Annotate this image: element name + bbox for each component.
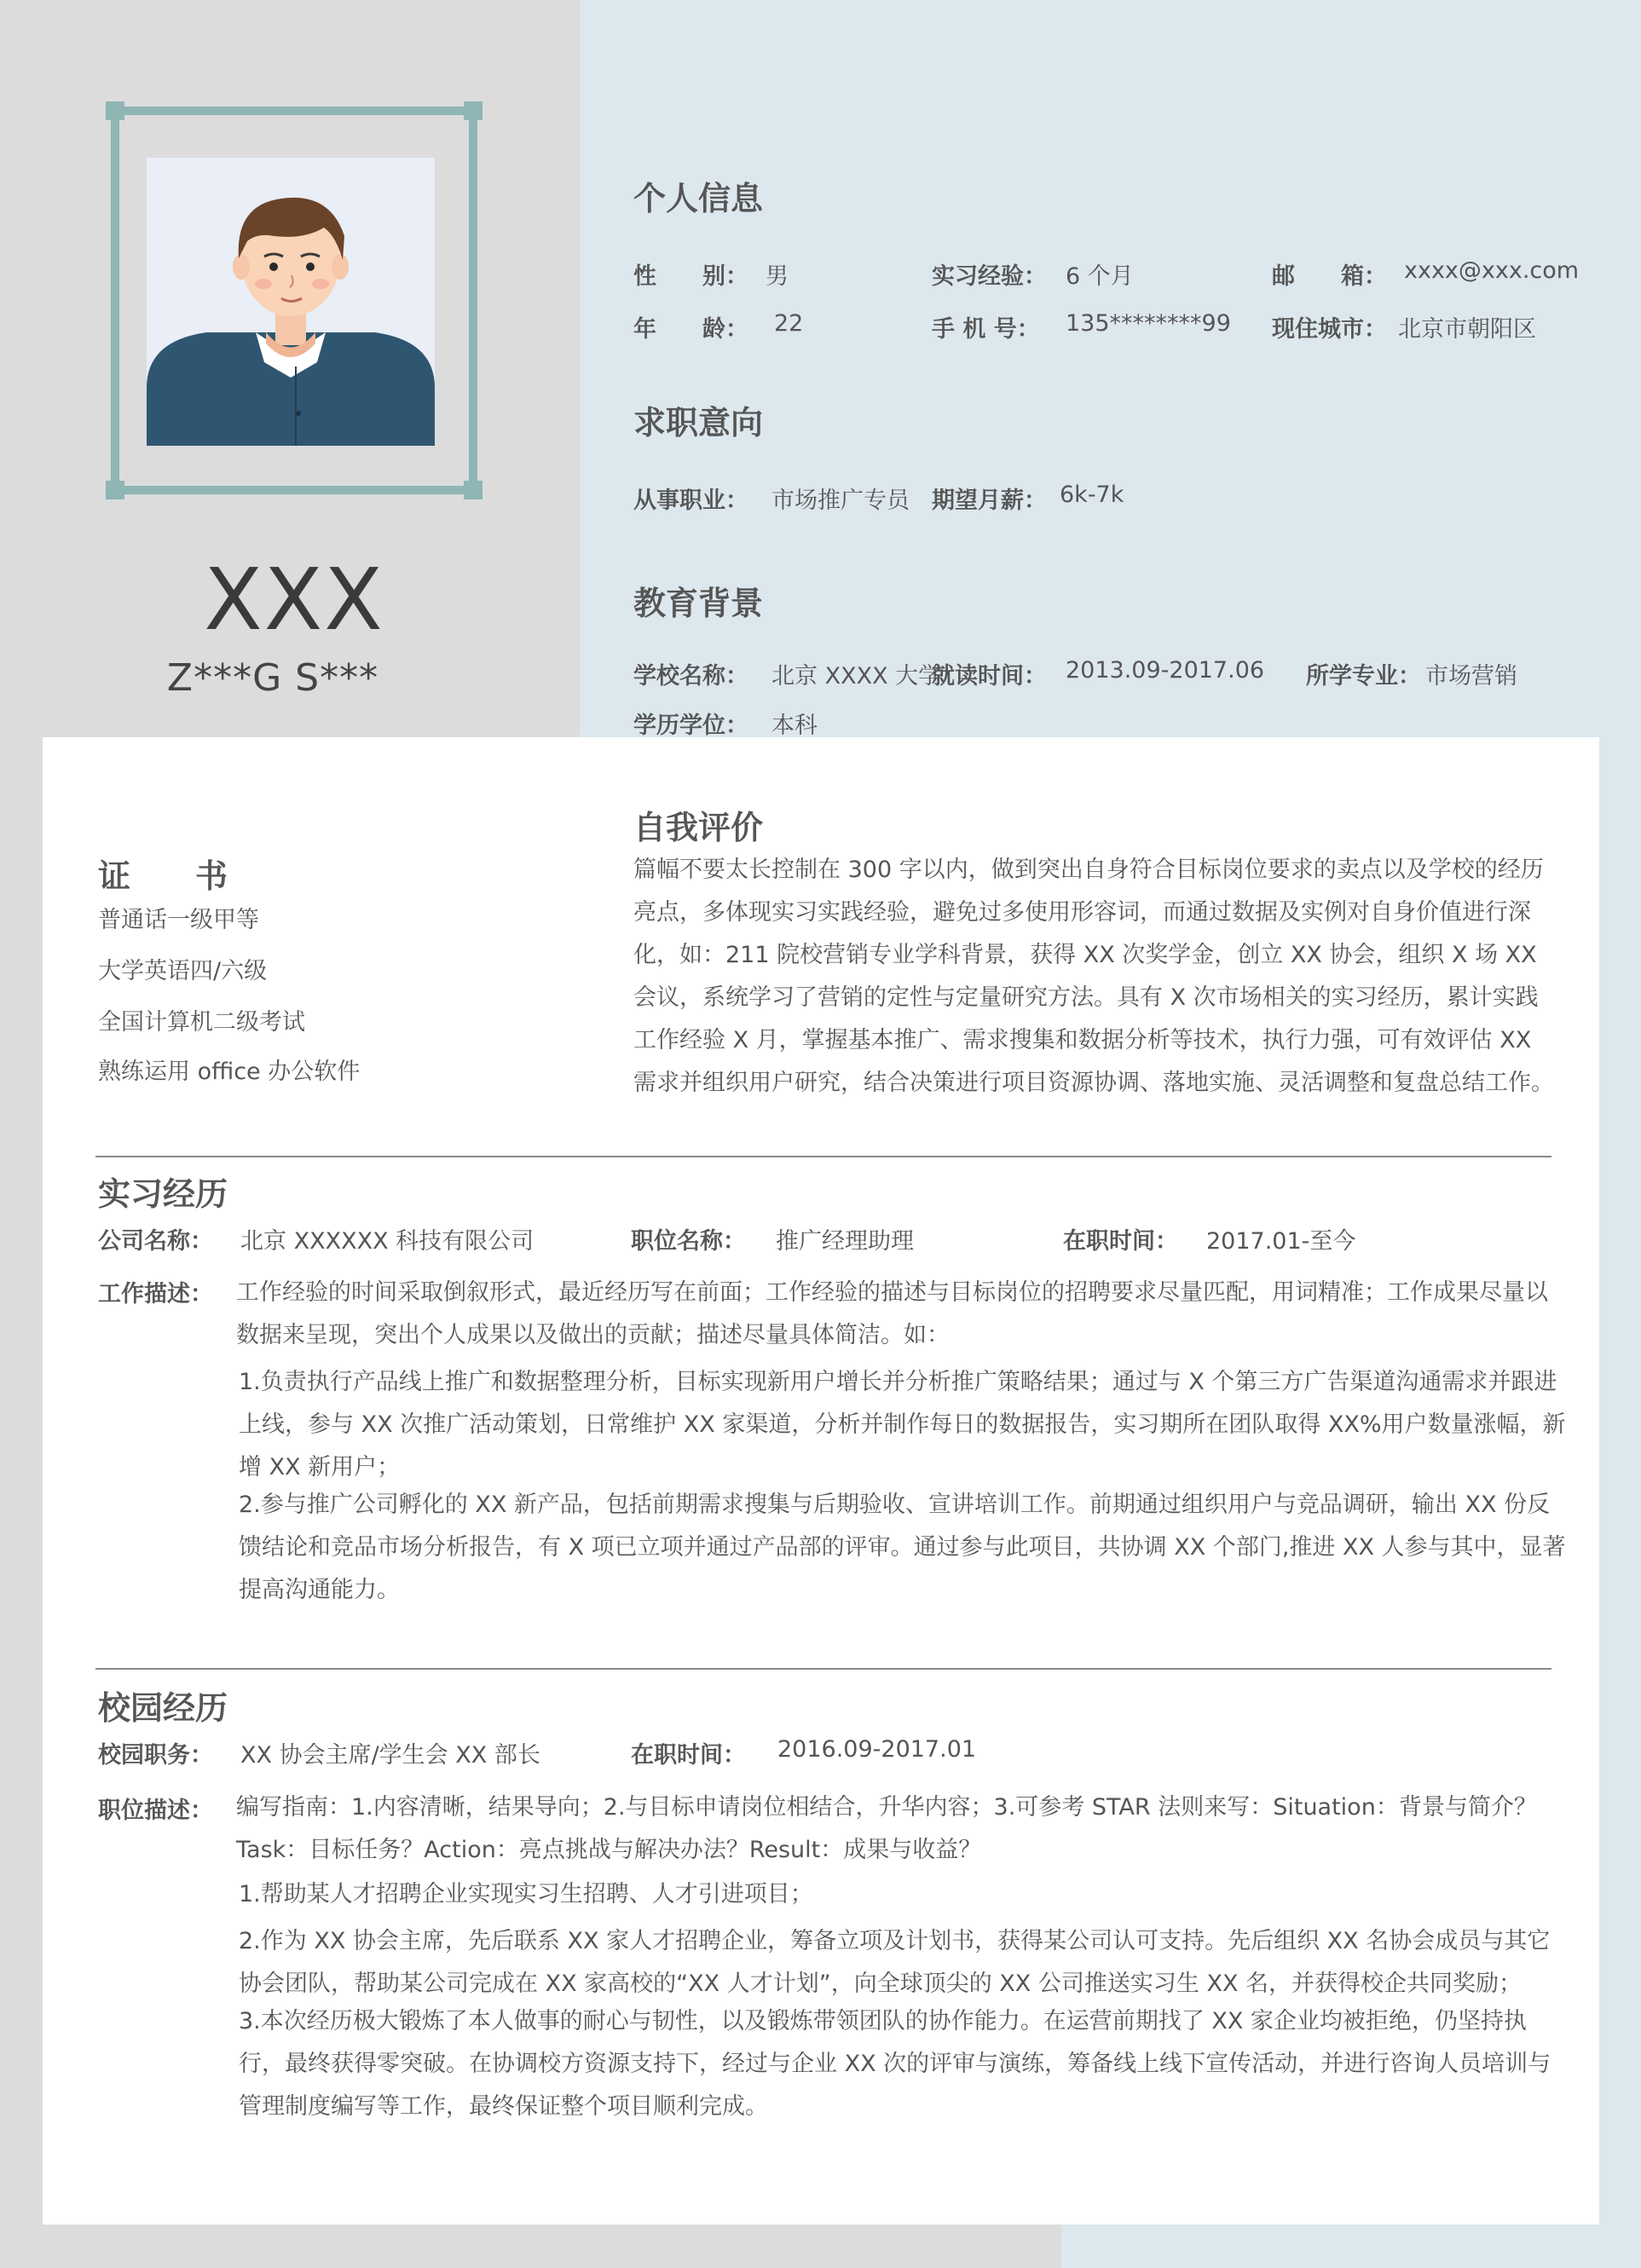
job-label: 从事职业： bbox=[633, 488, 748, 514]
description-line: 馈结论和竞品市场分析报告，有 X 项已立项并通过产品部的评审。通过参与此项目，共协调 XX 个部门,推进 XX 人参与其中，显著 bbox=[239, 1534, 1566, 1561]
gender-label: 性 别： bbox=[633, 263, 748, 290]
salary-label: 期望月薪： bbox=[932, 488, 1047, 514]
self-evaluation-text bbox=[633, 849, 1554, 1105]
frame-corner bbox=[106, 481, 124, 499]
city-value: 北京市朝阳区 bbox=[1398, 316, 1536, 343]
internship-item-1 bbox=[239, 1361, 1566, 1489]
major-label: 所学专业： bbox=[1306, 663, 1421, 690]
job-value: 市场推广专员 bbox=[771, 488, 910, 514]
email-label: 邮 箱： bbox=[1272, 263, 1387, 290]
avatar-illustration bbox=[147, 158, 435, 446]
description-line: 工作经验的时间采取倒叙形式，最近经历写在前面；工作经验的描述与目标岗位的招聘要求尽量匹配，用词精准；工作成果尽量以 bbox=[236, 1279, 1548, 1306]
avatar bbox=[147, 158, 435, 446]
campus-role-label: 校园职务： bbox=[98, 1742, 213, 1769]
degree-value: 本科 bbox=[771, 713, 818, 739]
campus-title: 校园经历 bbox=[98, 1689, 228, 1727]
self-evaluation-line: 需求并组织用户研究，结合决策进行项目资源协调、落地实施、灵活调整和复盘总结工作。 bbox=[633, 1070, 1554, 1096]
self-evaluation-title: 自我评价 bbox=[633, 809, 764, 846]
description-line: 2.作为 XX 协会主席，先后联系 XX 家人才招聘企业，筹备立项及计划书，获得某公司认可支持。先后组织 XX 名协会成员与其它 bbox=[239, 1928, 1551, 1954]
company-value: 北京 XXXXXX 科技有限公司 bbox=[240, 1228, 534, 1255]
position-value: 推广经理助理 bbox=[776, 1228, 914, 1255]
description-line: 管理制度编写等工作，最终保证整个项目顺利完成。 bbox=[239, 2093, 768, 2120]
school-value: 北京 XXXX 大学 bbox=[771, 663, 942, 690]
description-line: 增 XX 新用户； bbox=[239, 1454, 401, 1480]
age-value: 22 bbox=[774, 310, 804, 337]
campus-item-1 bbox=[239, 1873, 813, 1916]
self-evaluation-line: 会议，系统学习了营销的定性与定量研究方法。具有 X 次市场相关的实习经历，累计实践 bbox=[633, 984, 1539, 1011]
job-intent-title: 求职意向 bbox=[633, 404, 764, 441]
description-line: 上线，参与 XX 次推广活动策划，日常维护 XX 家渠道，分析并制作每日的数据报告，实习期所在团队取得 XX%用户数量涨幅，新 bbox=[239, 1411, 1566, 1438]
description-line: 行，最终获得零突破。在协调校方资源支持下，经过与企业 XX 次的评审与演练，筹备线上线下宣传活动，并进行咨询人员培训与 bbox=[239, 2051, 1551, 2077]
experience-label: 实习经验： bbox=[932, 263, 1047, 290]
phone-label: 手 机 号： bbox=[932, 316, 1040, 343]
description-line: 1.负责执行产品线上推广和数据整理分析，目标实现新用户增长并分析推广策略结果；通过与 X 个第三方广告渠道沟通需求并跟进 bbox=[239, 1369, 1557, 1395]
city-label: 现住城市： bbox=[1272, 316, 1387, 343]
email-value: xxxx@xxx.com bbox=[1404, 257, 1580, 284]
internship-title: 实习经历 bbox=[98, 1175, 228, 1213]
self-evaluation-line: 化，如：211 院校营销专业学科背景，获得 XX 次奖学金，创立 XX 协会，组织 X 场 XX bbox=[633, 942, 1537, 968]
work-description-text bbox=[236, 1272, 1548, 1357]
study-time-value: 2013.09-2017.06 bbox=[1066, 657, 1265, 684]
study-time-label: 就读时间： bbox=[932, 663, 1047, 690]
footer-left-background bbox=[0, 2225, 1061, 2268]
description-line: 数据来呈现，突出个人成果以及做出的贡献；描述尽量具体简洁。如： bbox=[236, 1322, 950, 1348]
salary-value: 6k-7k bbox=[1060, 482, 1124, 508]
degree-label: 学历学位： bbox=[633, 713, 748, 739]
description-line: 2.参与推广公司孵化的 XX 新产品，包括前期需求搜集与后期验收、宣讲培训工作。前期通过组织用户与竞品调研，输出 XX 份反 bbox=[239, 1492, 1551, 1518]
description-line: Task：目标任务？Action：亮点挑战与解决办法？Result：成果与收益？ bbox=[236, 1837, 982, 1863]
campus-time-label: 在职时间： bbox=[631, 1742, 746, 1769]
section-divider bbox=[95, 1156, 1551, 1157]
personal-info-title: 个人信息 bbox=[633, 180, 764, 217]
position-description-text bbox=[236, 1786, 1537, 1872]
frame-corner bbox=[464, 481, 482, 499]
campus-time-value: 2016.09-2017.01 bbox=[777, 1736, 977, 1763]
education-title: 教育背景 bbox=[633, 585, 764, 622]
profile-name: XXX bbox=[204, 550, 384, 649]
position-description-label: 职位描述： bbox=[98, 1798, 213, 1824]
header-right-background bbox=[580, 0, 1641, 742]
description-line: 3.本次经历极大锻炼了本人做事的耐心与韧性，以及锻炼带领团队的协作能力。在运营前期找了 XX 家企业均被拒绝，仍坚持执 bbox=[239, 2008, 1527, 2034]
phone-value: 135********99 bbox=[1066, 310, 1231, 337]
description-line: 协会团队，帮助某公司完成在 XX 家高校的“XX 人才计划”，向全球顶尖的 XX 公司推送实习生 XX 名，并获得校企共同奖励； bbox=[239, 1971, 1523, 1997]
major-value: 市场营销 bbox=[1425, 663, 1517, 690]
profile-pinyin: Z***G S*** bbox=[166, 656, 379, 700]
section-divider bbox=[95, 1668, 1551, 1670]
certificate-item: 全国计算机二级考试 bbox=[98, 1009, 305, 1036]
frame-corner bbox=[106, 101, 124, 120]
self-evaluation-line: 工作经验 X 月，掌握基本推广、需求搜集和数据分析等技术，执行力强，可有效评估 XX bbox=[633, 1027, 1532, 1053]
description-line: 提高沟通能力。 bbox=[239, 1577, 400, 1603]
campus-role-value: XX 协会主席/学生会 XX 部长 bbox=[240, 1742, 540, 1769]
age-label: 年 龄： bbox=[633, 316, 748, 343]
internship-item-2 bbox=[239, 1484, 1566, 1612]
experience-value: 6 个月 bbox=[1066, 263, 1134, 290]
certificates-title: 证 书 bbox=[98, 857, 228, 895]
description-line: 编写指南：1.内容清晰，结果导向；2.与目标申请岗位相结合，升华内容；3.可参考 STAR 法则来写：Situation：背景与简介？ bbox=[236, 1794, 1537, 1821]
certificate-item: 大学英语四/六级 bbox=[98, 958, 268, 984]
campus-item-3 bbox=[239, 2000, 1551, 2128]
certificate-item: 熟练运用 office 办公软件 bbox=[98, 1059, 361, 1085]
certificate-item: 普通话一级甲等 bbox=[98, 907, 259, 933]
work-description-label: 工作描述： bbox=[98, 1281, 213, 1307]
school-label: 学校名称： bbox=[633, 663, 748, 690]
company-label: 公司名称： bbox=[98, 1228, 213, 1255]
internship-time-value: 2017.01-至今 bbox=[1206, 1228, 1356, 1255]
gender-value: 男 bbox=[766, 263, 789, 290]
self-evaluation-line: 亮点，多体现实习实践经验，避免过多使用形容词，而通过数据及实例对自身价值进行深 bbox=[633, 899, 1531, 926]
position-label: 职位名称： bbox=[631, 1228, 746, 1255]
campus-item-2 bbox=[239, 1920, 1550, 2005]
self-evaluation-line: 篇幅不要太长控制在 300 字以内，做到突出自身符合目标岗位要求的卖点以及学校的经历 bbox=[633, 857, 1544, 883]
internship-time-label: 在职时间： bbox=[1063, 1228, 1178, 1255]
frame-corner bbox=[464, 101, 482, 120]
description-line: 1.帮助某人才招聘企业实现实习生招聘、人才引进项目； bbox=[239, 1881, 813, 1907]
